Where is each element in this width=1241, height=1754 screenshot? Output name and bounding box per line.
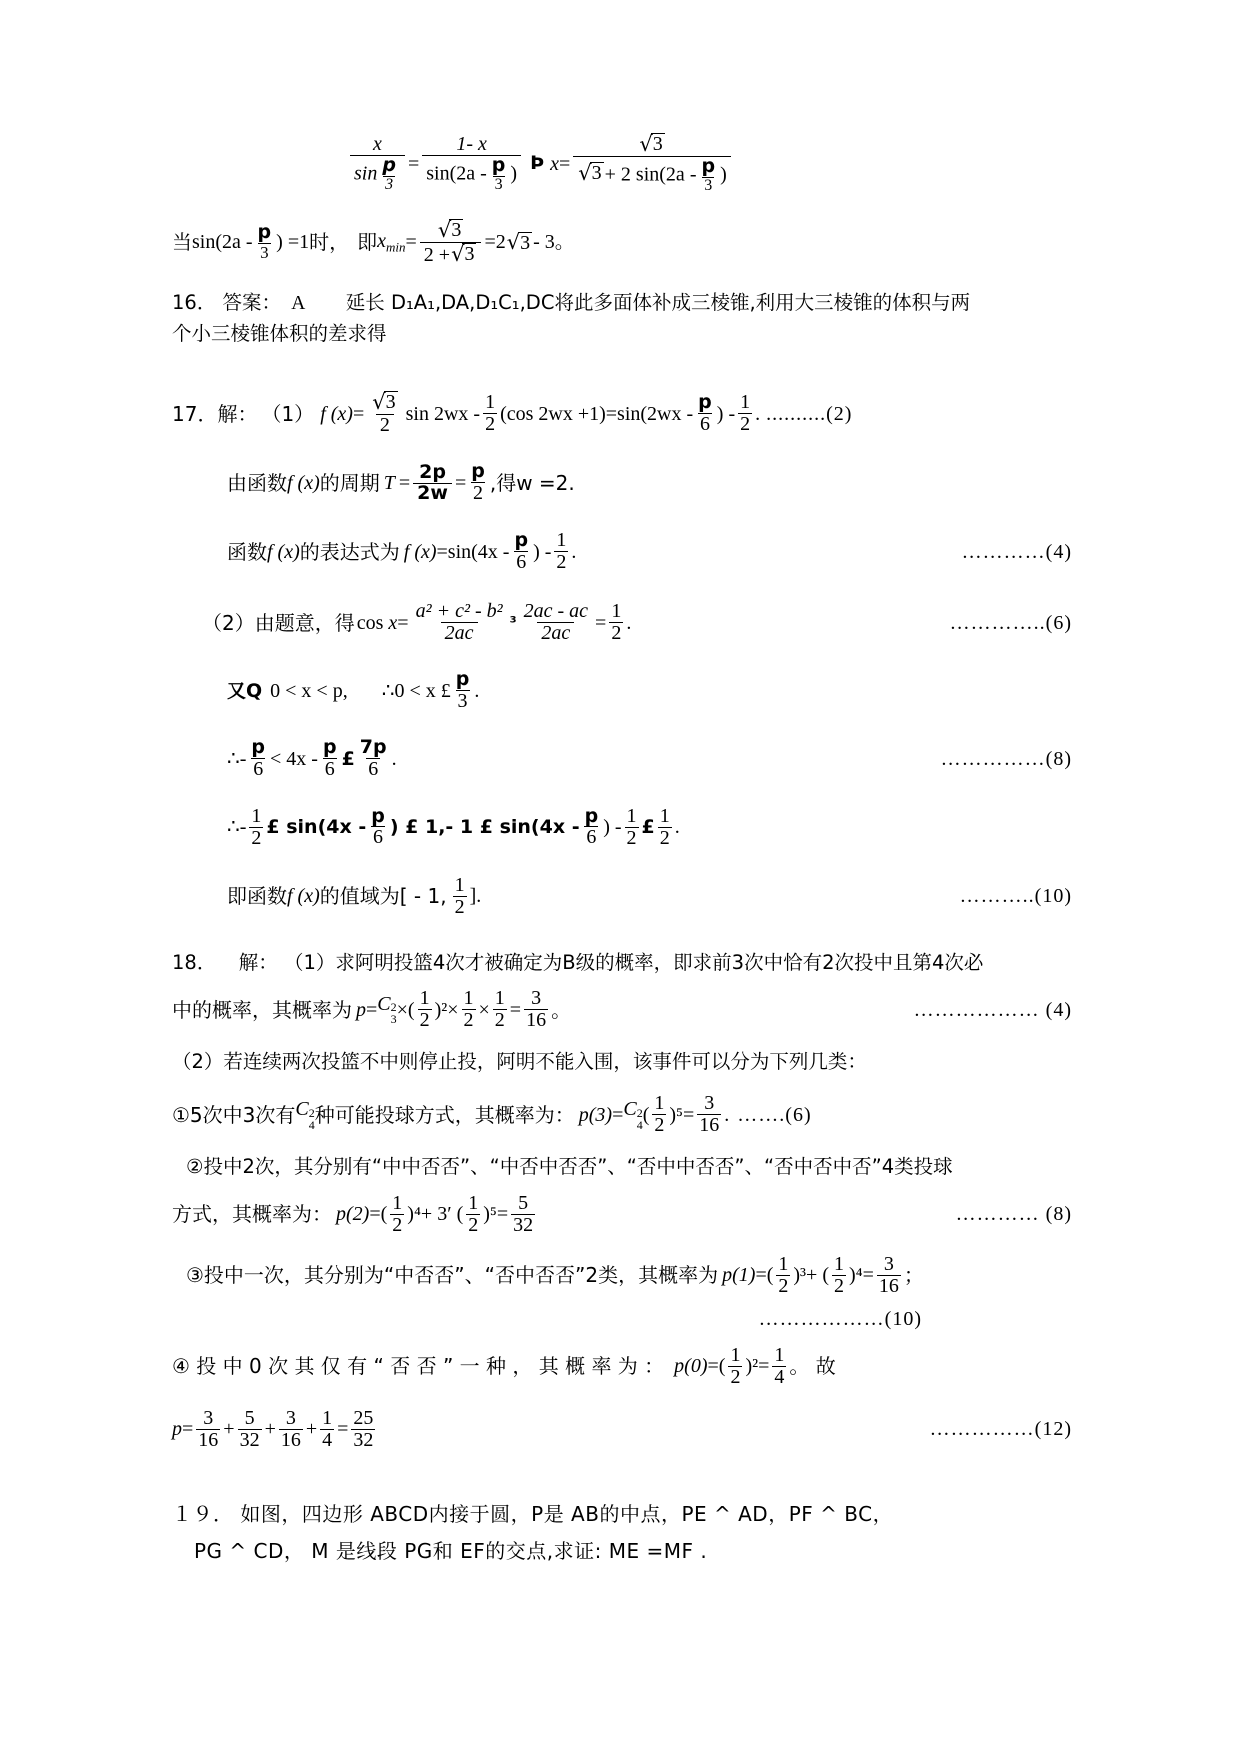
combination-C-4-2-b: C 2 4 <box>623 1098 643 1132</box>
equation-top: x sin p 3 = 1- x sin(2a - p 3 ) Þ x = √ 3 √ 3 + 2 sin(2a - p 3 ) <box>172 133 1072 195</box>
combination-C-3-2: C 2 3 <box>377 993 397 1027</box>
question-17-part1: 17． 解： （1） f (x) = √ 3 2 sin 2wx - 1 2 (cos 2wx +1) =sin(2wx - p 6 ) - 1 2 . ..........(2) <box>172 390 853 437</box>
question-16 <box>172 288 1072 319</box>
q17-period-line: 由函数 f (x) 的周期 T = $\frac{2p}{2w}$ = $\frac{p}{2}$ ,得w =2. <box>227 460 575 505</box>
q18-item-3: ③投中一次，其分别为“中否否”、“否中否否”2类，其概率为 p(1) =( 1 2 )³ + ( 1 2 )⁴ = $\frac{3}{16}$ ； <box>186 1252 924 1297</box>
sqrt-icon: √ 3 <box>639 132 663 156</box>
q18-probability-line: 中的概率，其概率为 p = C 2 3 ×( 1 2 )² × $\frac{1}{2}$ × $\frac{1}{2}$ = $\frac{3}{16}$ 。 ……………… (4) <box>172 987 1072 1032</box>
sqrt-icon: √ 3 <box>437 217 462 242</box>
question-17-part2: （2） 由题意，得 cos x = $\frac{\text{a² + c² - b²}}{2ac}$ ³ $\frac{2ac - ac}{2ac}$ = $\frac{1}{2}$ . …………..(6) <box>202 600 1072 645</box>
q16-label: 答案： <box>222 290 282 314</box>
q18-item-2-formula: 方式，其概率为： p(2) =( 1 2 )⁴ + 3′ ( 1 2 )⁵ = $\frac{5}{32}$ ………… (8) <box>172 1191 1072 1236</box>
q18-part2-intro: （2）若连续两次投篮不中则停止投，阿明不能入围，该事件可以分为下列几类： <box>172 1050 867 1074</box>
q16-number: 16． <box>172 290 217 314</box>
frac-cosine-rule: $\frac{\text{a² + c² - b²}}{2ac}$ <box>415 600 503 645</box>
q16-answer: A <box>291 292 306 314</box>
question-18-part1: 18． 解： （1）求阿明投篮4次才被确定为B级的概率，即求前3次中恰有2次投中且第4次必 <box>172 950 984 974</box>
question-19 <box>172 1499 1072 1530</box>
combination-C-4-2: C 2 4 <box>295 1098 315 1132</box>
sqrt-icon: √ 3 <box>451 241 475 266</box>
q18-item-1: ①5次中3次有 C 2 4 种可能投球方式，其概率为： p(3) = C 2 4 ( 1 2 )⁵ = $\frac{3}{16}$ . …….(6) <box>172 1092 812 1137</box>
q17-range-result-line: 即函数 f (x) 的值域为[ - 1, 1 2 ]. ………..(10) <box>227 873 1072 918</box>
frac-one-half: 1 2 <box>485 391 496 436</box>
document-body <box>172 0 1072 1567</box>
frac-2ac-minus-ac: $\frac{2ac - ac}{2ac}$ <box>523 600 589 645</box>
q17-inequality-line: ∴- p 6 < 4x - p 6 £ 7p 6 . ……………(8) <box>227 736 1072 780</box>
q19-number: １９． <box>172 1501 234 1526</box>
frac-x-over-sin-pi-3: x sin p 3 <box>350 134 405 194</box>
q17-range-line: 又Q 0 < x < p, ∴0 < x £ p 3 . <box>227 668 480 713</box>
sqrt-icon: √ 3 <box>372 390 396 415</box>
frac-pi-over-2: $\frac{p}{2}$ <box>471 460 485 505</box>
q18-item-2-text: ②投中2次，其分别有“中中否否”、“中否中否否”、“否中中否否”、“否中否中否”4类投球 <box>186 1155 953 1179</box>
frac-1-minus-x: 1- x sin(2a - p 3 ) <box>422 134 521 194</box>
q16-text-line1: 延长 D₁A₁,DA,D₁C₁,DC将此多面体补成三棱锥,利用大三棱锥的体积与两 <box>345 290 971 314</box>
frac-sqrt3-over-2: √ 3 2 <box>372 390 396 437</box>
frac-2pi-over-2w: $\frac{2p}{2w}$ <box>413 463 452 504</box>
q16-text-line2-wrap <box>172 319 1072 349</box>
q17-sin-bounds-line: ∴- 1 2 £ sin(4x - p 6 ) £ 1,- 1 £ sin(4x - p 6 ) - 1 2 £ 1 2 . <box>227 804 680 849</box>
q18-score-10: ………………(10) <box>758 1307 922 1330</box>
sqrt-icon: √ 3 <box>578 161 602 186</box>
q18-jie: 解： <box>238 950 278 974</box>
q18-sum-line: p = $\frac{3}{16}$ + $\frac{5}{32}$ + $\frac{3}{16}$ + $\frac{1}{4}$ = $\frac{25}{32}$ ……………(12) <box>172 1406 1072 1451</box>
q18-number: 18． <box>172 950 217 974</box>
q19-line2: PG ^ CD， M 是线段 PG和 EF的交点,求证: ME =MF . <box>194 1538 708 1563</box>
frac-sqrt3-over-2plussqrt3: √ 3 2 + √ 3 <box>420 219 482 266</box>
implies-symbol: Þ <box>530 152 545 175</box>
q19-line2-wrap <box>172 1536 1072 1567</box>
q17-number: 17． <box>172 401 218 426</box>
q17-jie: 解： <box>217 401 258 426</box>
q16-text-line2: 个小三棱锥体积的差求得 <box>172 321 387 345</box>
frac-sqrt3-over-expr: √ 3 √ 3 + 2 sin(2a - p 3 ) <box>573 133 731 195</box>
equation-minimum: 当 sin(2a - p 3 ) =1 时， 即 $x_{min}$ = √ 3 2 + √ 3 =2 √ 3 - 3。 <box>172 217 575 266</box>
sqrt-icon: √ 3 <box>506 229 531 254</box>
q17-expression-line: 函数 f (x) 的表达式为 f (x) =sin(4x - p 6 ) - 1 2 . …………(4) <box>227 528 1072 574</box>
q19-line1: 如图，四边形 ABCD内接于圆，P是 AB的中点，PE ^ AD，PF ^ BC， <box>240 1501 894 1526</box>
q18-item-4: ④ 投 中 0 次 其 仅 有 “ 否 否 ” 一 种 ， 其 概 率 为 ： p(0) =( 1 2 )² = $\frac{1}{4}$ 。 故 <box>172 1343 836 1388</box>
